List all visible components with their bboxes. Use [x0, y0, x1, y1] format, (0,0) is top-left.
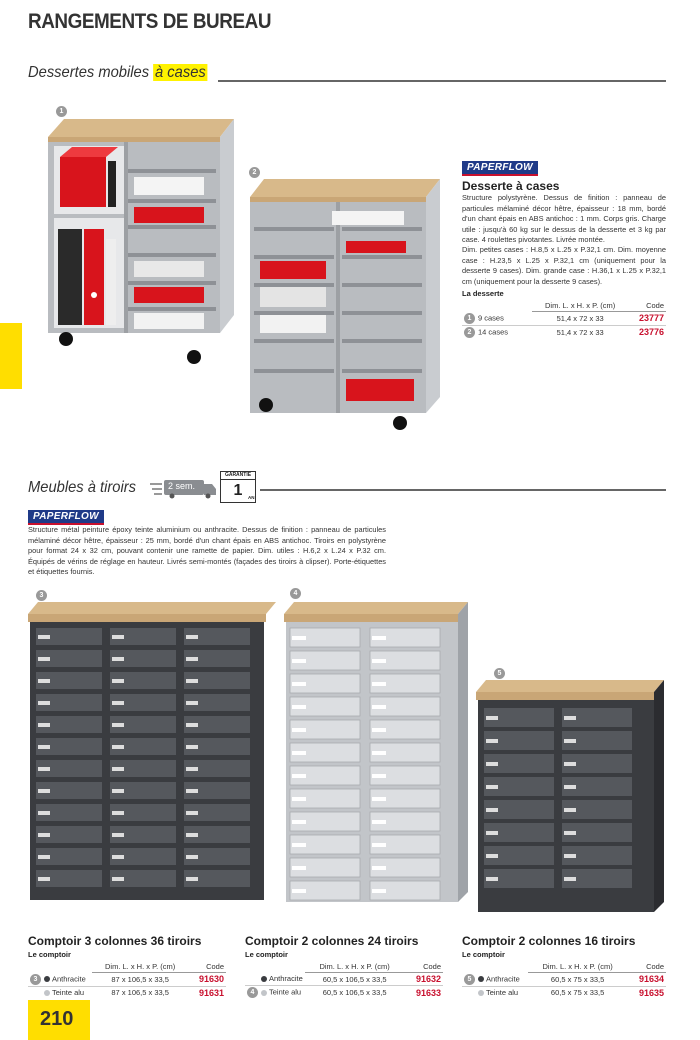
column-header-code: Code [188, 961, 226, 973]
table-row [28, 986, 226, 999]
row-code: 91634 [627, 973, 666, 987]
table-subtitle-desserte: La desserte [462, 289, 504, 298]
table-subtitle: Le comptoir [462, 950, 505, 959]
column-header-dim: Dim. L. x H. x P. (cm) [532, 300, 628, 312]
table-subtitle: Le comptoir [245, 950, 288, 959]
yellow-side-tab [0, 323, 22, 389]
brand-logo-paperflow: PAPERFLOW [28, 510, 104, 525]
row-label: Anthracite [52, 973, 86, 983]
page-title: RANGEMENTS DE BUREAU [28, 10, 272, 33]
product-title-desserte: Desserte à cases [462, 179, 560, 193]
row-code: 91631 [198, 987, 224, 998]
row-dim: 60,5 x 75 x 33,5 [550, 988, 605, 997]
comptoir-24-tiroirs-image [282, 600, 470, 904]
section-title-meubles: Meubles à tiroirs [28, 479, 136, 496]
garantie-unit: AN [248, 495, 255, 500]
section-rule [218, 80, 666, 82]
column-header-code: Code [404, 961, 443, 973]
row-label: Teinte alu [486, 988, 519, 997]
product-badge-2: 2 [249, 167, 260, 178]
row-label: Teinte alu [52, 988, 85, 997]
column-header-dim: Dim. L. x H. x P. (cm) [92, 961, 188, 973]
row-badge: 4 [247, 987, 258, 998]
color-swatch-alu-icon [44, 990, 50, 996]
color-swatch-anthracite-icon [44, 976, 50, 982]
section-title-text: Dessertes mobiles [28, 64, 150, 81]
product-badge-5: 5 [494, 668, 505, 679]
color-swatch-anthracite-icon [261, 976, 267, 982]
section-rule [260, 489, 666, 491]
table-row [462, 973, 666, 987]
product-title-16-tiroirs: Comptoir 2 colonnes 16 tiroirs [462, 934, 636, 948]
row-label: Anthracite [486, 973, 520, 983]
product-table-36-tiroirs [28, 961, 226, 999]
product-title-36-tiroirs: Comptoir 3 colonnes 36 tiroirs [28, 934, 202, 948]
product-dimensions-desserte: Dim. petites cases : H.8,5 x L.25 x P.32,1 cm. Dim. moyenne case : H.23,5 x L.25 x P.32,1 cm (uniquement pour la desserte 9 cases). Dim. grande case : H.36,1 x L.25 x P.32,1 cm (uniquement pour la desserte 9 cases). [462, 245, 666, 286]
product-description-meubles: Structure métal peinture époxy teinte aluminium ou anthracite. Dessus de finition : panneau de particules mélaminé décor hêtre, épaisseur : 25 mm, bordé d'un chant épais en ABS antichoc. Tiroirs en polystyrène pour format 24 x 32 cm, pouvant contenir une ramette de papier. Dim. utiles : H.6,2 x L.24 x P.32 cm. Équipés de vérins de réglage en hauteur. Livrés semi-montés (façades des tiroirs à clipser). Porte-étiquettes et étiquettes fournis. [28, 525, 386, 576]
product-description-desserte: Structure polystyrène. Dessus de finition : panneau de particules mélaminé décor hêtre, épaisseur : 18 mm, bordé d'un chant épais en ABS antichoc : 1 mm. Corps gris. Charge utile : jusqu'à 60 kg sur le dessus de la desserte et 3 kg par case. 4 roulettes pivotantes. Livrée montée. [462, 193, 666, 244]
product-table-16-tiroirs [462, 961, 666, 999]
desserte-9-cases-image [44, 115, 240, 370]
row-label: Teinte alu [269, 987, 302, 997]
color-swatch-alu-icon [261, 990, 267, 996]
table-row [462, 986, 666, 999]
row-badge: 1 [464, 313, 475, 324]
row-code: 91635 [638, 987, 664, 998]
row-code: 23776 [638, 327, 664, 337]
row-dim: 51,4 x 72 x 33 [532, 312, 628, 326]
section-title-highlight: à cases [155, 64, 206, 81]
table-row [245, 973, 443, 986]
table-row [462, 312, 666, 326]
color-swatch-anthracite-icon [478, 976, 484, 982]
row-badge: 3 [30, 974, 41, 985]
row-badge: 5 [464, 974, 475, 985]
garantie-value: 1 [233, 482, 243, 499]
table-row [462, 325, 666, 339]
row-code: 91630 [188, 973, 226, 987]
product-table-24-tiroirs [245, 961, 443, 999]
column-header-dim: Dim. L. x H. x P. (cm) [305, 961, 404, 973]
comptoir-36-tiroirs-image [26, 600, 278, 902]
row-code: 23777 [628, 312, 666, 326]
product-badge-4: 4 [290, 588, 301, 599]
desserte-14-cases-image [246, 175, 446, 435]
row-code: 91633 [415, 987, 441, 998]
row-code: 91632 [404, 973, 443, 986]
row-label: 14 cases [478, 326, 509, 336]
column-header-code: Code [628, 300, 666, 312]
garantie-label: GARANTIE [221, 472, 255, 480]
column-header-dim: Dim. L. x H. x P. (cm) [528, 961, 627, 973]
row-label: 9 cases [478, 312, 504, 322]
row-dim: 60,5 x 106,5 x 33,5 [305, 973, 404, 986]
column-header-code: Code [627, 961, 666, 973]
table-subtitle: Le comptoir [28, 950, 71, 959]
row-dim: 87 x 106,5 x 33,5 [92, 973, 188, 987]
delivery-delay: 2 sem. [168, 481, 196, 491]
comptoir-16-tiroirs-image [474, 678, 666, 914]
row-dim: 60,5 x 75 x 33,5 [528, 973, 627, 987]
table-row [28, 973, 226, 987]
page-number: 210 [28, 1000, 90, 1040]
product-badge-1: 1 [56, 106, 67, 117]
row-dim: 87 x 106,5 x 33,5 [111, 988, 169, 997]
product-badge-3: 3 [36, 590, 47, 601]
product-title-24-tiroirs: Comptoir 2 colonnes 24 tiroirs [245, 934, 419, 948]
product-table-desserte [462, 300, 666, 339]
brand-logo-paperflow: PAPERFLOW [462, 161, 538, 176]
row-badge: 2 [464, 327, 475, 338]
row-dim: 60,5 x 106,5 x 33,5 [322, 988, 387, 997]
table-row [245, 986, 443, 1000]
section-title-dessertes [28, 64, 208, 82]
row-label: Anthracite [269, 974, 303, 984]
color-swatch-alu-icon [478, 990, 484, 996]
row-dim: 51,4 x 72 x 33 [556, 327, 604, 337]
